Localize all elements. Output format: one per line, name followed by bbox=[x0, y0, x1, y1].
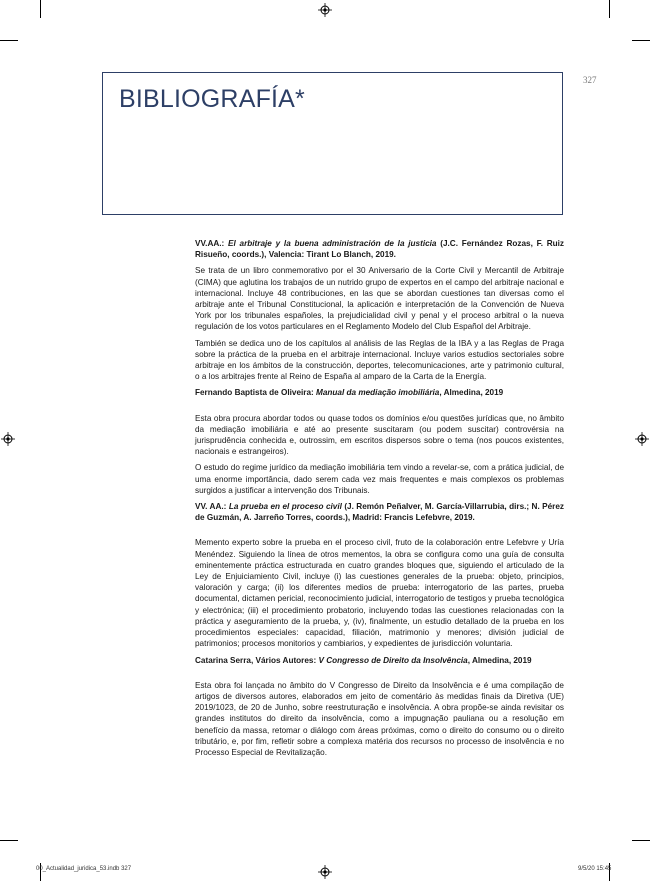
bibliography-entry bbox=[195, 501, 564, 649]
entry-title: La prueba en el proceso civil bbox=[228, 502, 342, 512]
entry-paragraph: Se trata de un libro conmemorativo por el 30 Aniversario de la Corte Civil y Mercantil de Arbitraje (CIMA) que aglutina los trabajos de un nutrido grupo de expertos en el campo del arbitraje nacional e internacional. Incluye 48 contribuciones, en las que se abordan cuestiones tan diversas como el arbitraje ante el Tribunal Constitucional, la aplicación e interpretación de la Convención de Nueva York por los tribunales españoles, la prejudicialidad civil y penal y el proceso arbitral o la nueva regulación de los votos particulares en el Reglamento Modelo del Club Español del Arbitraje. bbox=[195, 266, 564, 332]
entry-author: VV.AA.: bbox=[195, 239, 225, 248]
entry-heading bbox=[195, 238, 564, 260]
registration-mark-icon bbox=[1, 432, 15, 446]
crop-mark bbox=[0, 40, 18, 41]
crop-mark bbox=[632, 840, 650, 841]
entry-paragraph: O estudo do regime jurídico da mediação imobiliária tem vindo a revelar-se, com a prática judicial, de uma enorme importância, dado serem cada vez mais frequentes e mais complexos os problemas surgidos a justificar a intervenção dos Tribunais. bbox=[195, 463, 564, 495]
registration-mark-icon bbox=[635, 432, 649, 446]
crop-mark bbox=[609, 0, 610, 18]
bibliography-entry bbox=[195, 655, 564, 759]
entry-paragraph: Esta obra foi lançada no âmbito do V Congresso de Direito da Insolvência e é uma compilação de artigos de diversos autores, elaborados em jeito de comentário às medidas finais da Diretiva (UE) 2019/1023, de 20 de Junho, sobre reestruturação e insolvência. A obra propõe-se ainda revisitar os grandes institutos do direito da insolvência, como a impugnação pauliana ou a resolução em benefício da massa, retomar o diálogo com áreas próximas, como o direito do consumo ou o direito tributário, e, por fim, refletir sobre a complexa matéria dos recursos no processo de insolvência e no Processo Especial de Revitalização. bbox=[195, 680, 564, 757]
entry-publication: , Almedina, 2019 bbox=[467, 655, 532, 665]
entry-publication: , Almedina, 2019 bbox=[439, 388, 504, 398]
entry-paragraph: Memento experto sobre la prueba en el proceso civil, fruto de la colaboración entre Lefebvre y Uría Menéndez. Siguiendo la línea de otros mementos, la obra se configura como una guía de consulta eminentemente práctica estructurada en cuatro grandes bloques que, siguiendo el articulado de la Ley de Enjuiciamiento Civil, incluye (i) las cuestiones generales de la prueba: objeto, principios, valoración y carga; (ii) los diferentes medios de prueba: interrogatorio de las partes, prueba documental, dictamen pericial, reconocimiento judicial, interrogatorio de testigos y prueba tecnológica y electrónica; (iii) el procedimiento probatorio, incluyendo todas las cuestiones relacionadas con la práctica y aseguramiento de la prueba, y, (iv), finalmente, un estudio detallado de la prueba en los procedimientos especiales: capacidad, filiación, matrimonio y menores; división judicial de patrimonios; procesos monitorios y cambiarios, y expedientes de jurisdicción voluntaria. bbox=[195, 538, 564, 649]
crop-mark bbox=[632, 40, 650, 41]
entry-heading bbox=[195, 387, 564, 398]
entry-author: VV. AA.: bbox=[195, 502, 227, 512]
title-box bbox=[102, 72, 563, 215]
bibliography-entry bbox=[195, 238, 564, 382]
bibliography-entry bbox=[195, 387, 564, 496]
footer-file: 00_Actualidad_juridica_53.indb 327 bbox=[36, 866, 132, 872]
entry-author: Catarina Serra, Vários Autores: bbox=[195, 655, 317, 665]
entry-author: Fernando Baptista de Oliveira: bbox=[195, 388, 314, 398]
entry-publication: (J.C. Fernández Rozas, F. Ruiz Risueño, coords.), Valencia: Tirant Lo Blanch, 2019. bbox=[195, 239, 565, 260]
footer-date: 9/5/20 15:45 bbox=[578, 866, 612, 872]
page-title: BIBLIOGRAFÍA* bbox=[119, 85, 305, 113]
entry-paragraph: También se dedica uno de los capítulos al análisis de las Reglas de la IBA y a las Reglas de Praga sobre la práctica de la prueba en el arbitraje internacional. Incluye varios estudios sectoriales sobre arbitraje en los ámbitos de la construcción, deportes, telecomunicaciones, arte y patrimonio cultural, o a los arbitrajes frente al Reino de España al amparo de la Carta de la Energía. bbox=[195, 338, 564, 382]
entry-paragraph: Esta obra procura abordar todos ou quase todos os domínios e/ou questões jurídicas que, no âmbito da mediação imobiliária e até ao presente suscitaram (ou podem suscitar) controvérsia na jurisprudência conhecida e, outrossim, em escritos dispersos sobre o tema (nos poucos existentes, nacionais e estrangeiros). bbox=[195, 413, 564, 457]
entry-title: V Congresso de Direito da Insolvência bbox=[318, 655, 468, 665]
entry-title: El arbitraje y la buena administración de la justicia bbox=[228, 239, 437, 248]
entry-heading bbox=[195, 655, 564, 666]
page-number: 327 bbox=[583, 75, 597, 85]
crop-mark bbox=[0, 840, 18, 841]
registration-mark-icon bbox=[318, 3, 332, 17]
bibliography-content bbox=[195, 238, 564, 763]
entry-title: Manual da mediação imobiliária bbox=[316, 388, 440, 398]
registration-mark-icon bbox=[318, 865, 332, 879]
crop-mark bbox=[40, 0, 41, 18]
entry-heading bbox=[195, 501, 564, 523]
entry-publication: (J. Remón Peñalver, M. García-Villarrubia, dirs.; N. Pérez de Guzmán, A. Jarreño Torres, coords.), Madrid: Francis Lefebvre, 2019. bbox=[195, 502, 564, 523]
